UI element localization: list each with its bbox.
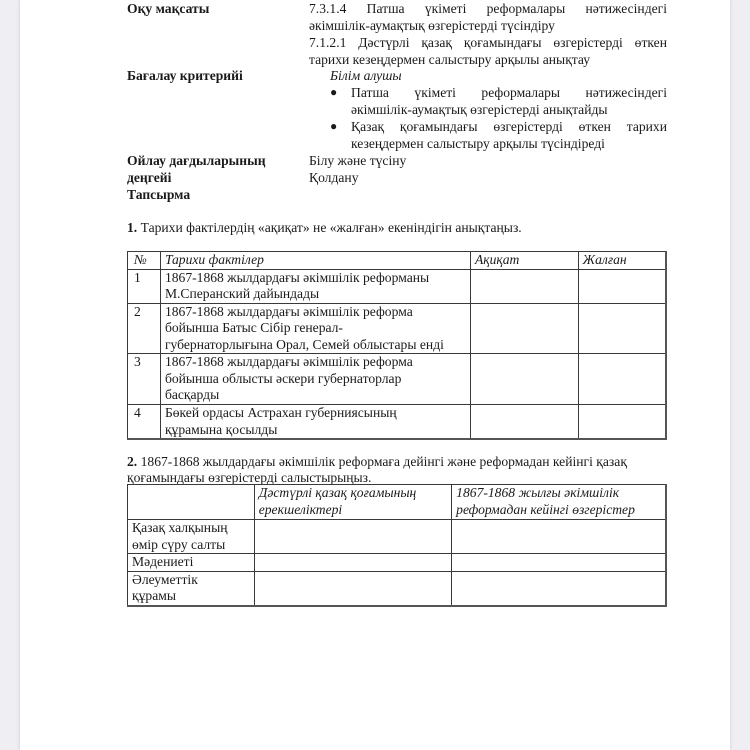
fact-line: бойынша Батыс Сібір генерал- <box>164 320 343 335</box>
traditional-cell[interactable] <box>254 520 451 554</box>
table-row <box>128 269 667 303</box>
thinking-level-value-1: Білу және түсіну <box>309 153 407 168</box>
table-row <box>128 554 667 572</box>
learning-goal-1-line1: 7.3.1.4 Патша үкіметі реформалары нәтижесіндегі <box>309 1 667 16</box>
header-after-reform-line: 1867-1868 жылғы әкімшілік <box>456 485 620 500</box>
assessment-bullet-1-line1: Патша үкіметі реформалары нәтижесіндегі <box>351 85 667 100</box>
fact-line: 1867-1868 жылдардағы әкімшілік реформа <box>164 303 413 319</box>
task1-number: 1. <box>127 220 138 235</box>
fact-line: губернаторлығына Орал, Семей облыстары енді <box>164 336 444 352</box>
fact-line: құрамына қосылды <box>164 421 278 437</box>
after-reform-cell[interactable] <box>452 554 666 572</box>
after-reform-cell[interactable] <box>452 520 666 554</box>
assessment-subtitle: Білім алушы <box>330 68 402 83</box>
fact-line: М.Сперанский дайындады <box>164 286 320 301</box>
assessment-label: Бағалау критерийі <box>127 68 243 83</box>
fact-cell <box>160 303 470 354</box>
fact-line: Бөкей ордасы Астрахан губерниясының <box>164 405 397 420</box>
header-traditional <box>254 485 451 520</box>
fact-line: 1867-1868 жылдардағы әкімшілік реформаны <box>164 269 430 285</box>
false-answer-cell[interactable] <box>578 303 666 354</box>
learning-goal-label: Оқу мақсаты <box>127 1 210 16</box>
fact-line: басқарды <box>164 387 220 402</box>
thinking-level-label-line2: деңгейі <box>127 170 172 185</box>
task1-table <box>127 251 667 440</box>
false-answer-cell[interactable] <box>578 269 666 303</box>
task1-text: Тарихи фактілердің «ақиқат» не «жалған» екеніндігін анықтаңыз. <box>137 220 522 235</box>
header-traditional-line: Дәстүрлі қазақ қоғамының <box>258 485 417 500</box>
table-row <box>128 571 667 606</box>
true-answer-cell[interactable] <box>470 303 578 354</box>
table-row <box>128 354 667 405</box>
task-label: Тапсырма <box>127 187 191 202</box>
row-number: 3 <box>128 354 161 405</box>
learning-goal-2-line2: тарихи кезеңдермен салыстыру арқылы анықтау <box>309 52 591 67</box>
fact-line: бойынша облысты әскери губернаторлар <box>164 370 402 386</box>
header-empty <box>128 485 255 520</box>
learning-goal-1-line2: әкімшілік-аумақтық өзгерістерді түсіндіру <box>309 18 555 33</box>
task2-table <box>127 484 667 607</box>
task1-instruction <box>127 219 687 236</box>
header-number: № <box>128 252 161 270</box>
traditional-cell[interactable] <box>254 554 451 572</box>
table-row <box>128 520 667 554</box>
row-number: 2 <box>128 303 161 354</box>
header-true: Ақиқат <box>470 252 578 270</box>
learning-goal-2-line1: 7.1.2.1 Дәстүрлі қазақ қоғамындағы өзгерістерді өткен <box>309 35 667 50</box>
assessment-bullet-2-line1: Қазақ қоғамындағы өзгерістерді өткен тарихи <box>351 119 667 134</box>
false-answer-cell[interactable] <box>578 354 666 405</box>
traditional-cell[interactable] <box>254 571 451 606</box>
header-after-reform-line: реформадан кейінгі өзгерістер <box>456 501 635 517</box>
row-label-line: Әлеуметтік <box>132 571 198 587</box>
task2-instruction-line2: қоғамындағы өзгерістерді салыстырыңыз. <box>127 470 372 485</box>
task1-header-row <box>128 252 667 270</box>
true-answer-cell[interactable] <box>470 405 578 440</box>
table-row <box>128 405 667 440</box>
row-number: 4 <box>128 405 161 440</box>
row-label <box>128 571 255 606</box>
fact-cell <box>160 405 470 440</box>
row-label <box>128 520 255 554</box>
assessment-bullet-1-line2: әкімшілік-аумақтық өзгерістерді анықтайды <box>351 102 608 117</box>
after-reform-cell[interactable] <box>452 571 666 606</box>
row-label-line: Қазақ халқының <box>132 520 228 535</box>
task2-instruction-line1 <box>127 453 687 470</box>
table-row <box>128 303 667 354</box>
thinking-level-value-2: Қолдану <box>309 170 359 185</box>
row-label <box>128 554 255 572</box>
bullet-icon: ● <box>330 119 338 133</box>
header-after-reform <box>452 485 666 520</box>
fact-cell <box>160 269 470 303</box>
task2-text: 1867-1868 жылдардағы әкімшілік реформаға дейінгі және реформадан кейінгі қазақ <box>137 454 627 469</box>
assessment-bullet-2-line2: кезеңдермен салыстыру арқылы түсіндіреді <box>351 136 605 151</box>
row-label-line: өмір сүру салты <box>132 536 226 552</box>
header-traditional-line: ерекшеліктері <box>258 501 343 517</box>
true-answer-cell[interactable] <box>470 354 578 405</box>
true-answer-cell[interactable] <box>470 269 578 303</box>
task2-number: 2. <box>127 454 138 469</box>
false-answer-cell[interactable] <box>578 405 666 440</box>
row-label-line: құрамы <box>132 588 176 603</box>
fact-cell <box>160 354 470 405</box>
header-false: Жалған <box>578 252 666 270</box>
task2-header-row <box>128 485 667 520</box>
row-label-line: Мәдениеті <box>132 554 194 569</box>
row-number: 1 <box>128 269 161 303</box>
bullet-icon: ● <box>330 85 338 99</box>
thinking-level-label-line1: Ойлау дағдыларының <box>127 153 266 168</box>
header-facts: Тарихи фактілер <box>160 252 470 270</box>
fact-line: 1867-1868 жылдардағы әкімшілік реформа <box>164 354 413 369</box>
